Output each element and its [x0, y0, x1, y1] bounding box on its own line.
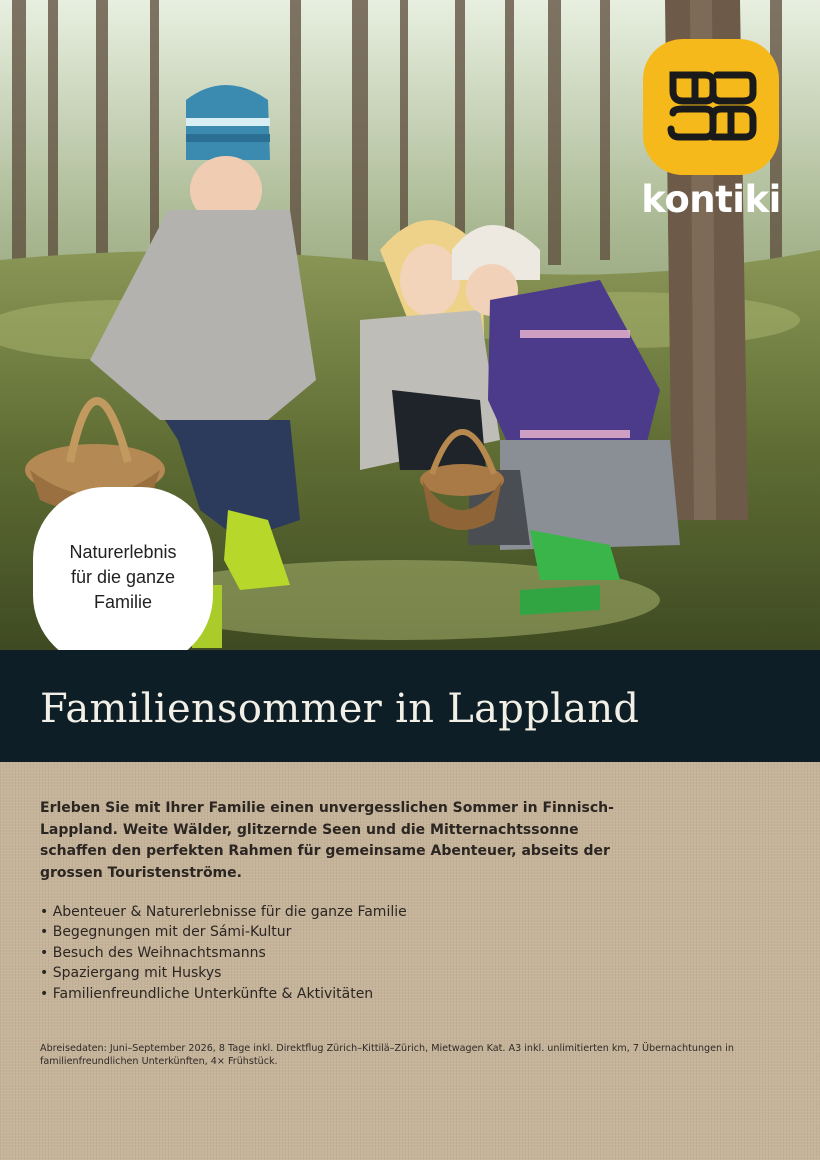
nature-experience-badge — [33, 487, 213, 650]
description-section — [0, 762, 820, 1160]
departure-details: Abreisedaten: Juni–September 2026, 8 Tage inkl. Direktflug Zürich–Kittilä–Zürich, Mietwagen Kat. A3 inkl. unlimitierten km, 7 Übernachtungen in familienfreundlichen Unterkünften, 4× Frühstück. — [40, 1043, 734, 1067]
highlight-item: • Spaziergang mit Huskys — [40, 963, 407, 983]
title-band — [0, 650, 820, 762]
highlights-list — [40, 902, 407, 1004]
highlight-item: • Besuch des Weihnachtsmanns — [40, 943, 407, 963]
kontiki-logo-badge — [643, 39, 779, 175]
nature-badge-text: Naturerlebnis für die ganze Familie — [69, 541, 177, 612]
kontiki-wordmark: kontiki — [641, 178, 781, 221]
intro-paragraph: Erleben Sie mit Ihrer Familie einen unvergesslichen Sommer in Finnisch-Lappland. Weite Wälder, glitzernde Seen und die Mitternachtssonne schaffen den perfekten Rahmen für gemeinsame Abenteuer, abseits der grossen Touristenströme. — [40, 800, 614, 881]
highlight-item: • Begegnungen mit der Sámi-Kultur — [40, 922, 407, 942]
highlight-item: • Familienfreundliche Unterkünfte & Aktivitäten — [40, 984, 407, 1004]
page-title: Familiensommer in Lappland — [40, 686, 640, 732]
highlight-item: • Abenteuer & Naturerlebnisse für die ganze Familie — [40, 902, 407, 922]
kontiki-knot-icon — [643, 39, 779, 175]
